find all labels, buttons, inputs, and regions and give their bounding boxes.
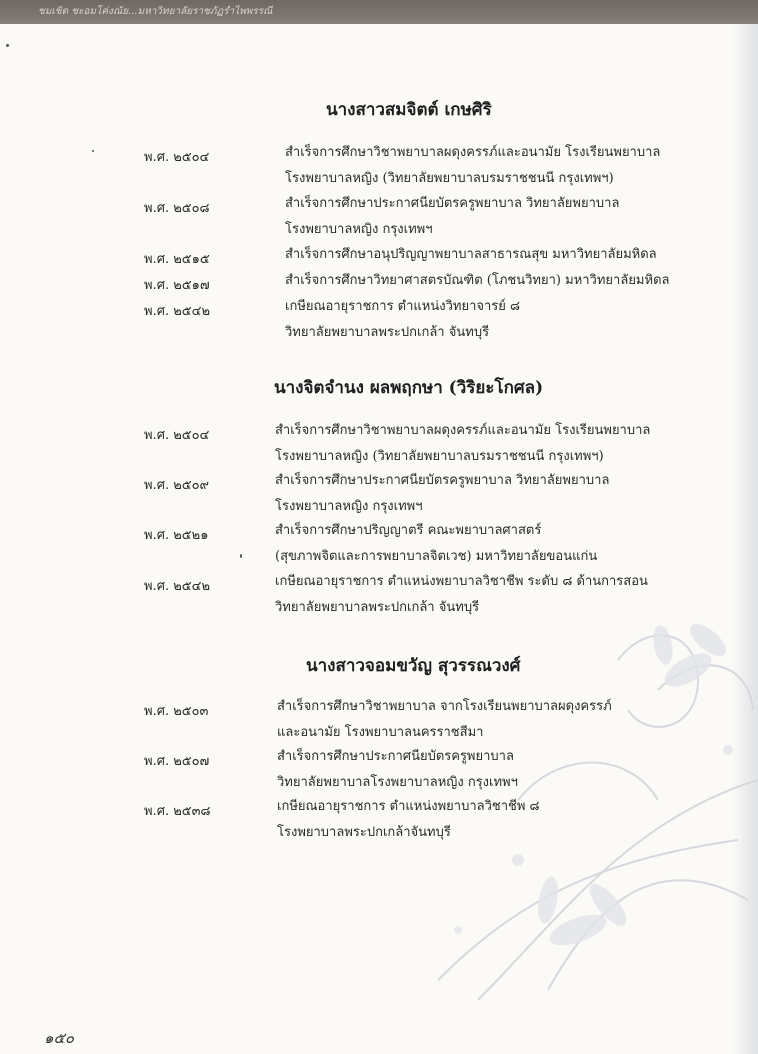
year-label: พ.ศ. ๒๕๐๓ [144,704,209,719]
year-label: พ.ศ. ๒๕๐๙ [144,478,210,493]
section-title-1: นางสาวสมจิตต์ เกษศิริ [326,100,492,120]
entry-description: เกษียณอายุราชการ ตำแหน่งพยาบาลวิชาชีพ ๘ โรงพยาบาลพระปกเกล้าจันทบุรี [277,799,540,840]
scan-speck [6,44,9,47]
entry-description: เกษียณอายุราชการ ตำแหน่งพยาบาลวิชาชีพ ระดับ ๘ ด้านการสอน วิทยาลัยพยาบาลพระปกเกล้า จันทบุรี [275,574,648,615]
year-label: พ.ศ. ๒๕๔๒ [144,304,211,319]
entry-description: เกษียณอายุราชการ ตำแหน่งวิทยาจารย์ ๘ วิทยาลัยพยาบาลพระปกเกล้า จันทบุรี [285,299,521,340]
scan-speck [240,554,242,558]
entry-description: สำเร็จการศึกษาวิชาพยาบาลผดุงครรภ์และอนามัย โรงเรียนพยาบาล โรงพยาบาลหญิง (วิทยาลัยพยาบาลบรมราชชนนี กรุงเทพฯ) [285,145,661,186]
year-label: พ.ศ. ๒๕๐๔ [144,150,210,165]
entry-description: สำเร็จการศึกษาประกาศนียบัตรครูพยาบาล วิทยาลัยพยาบาล โรงพยาบาลหญิง กรุงเทพฯ [285,196,620,237]
year-label: พ.ศ. ๒๕๑๕ [144,252,210,267]
year-label: พ.ศ. ๒๕๔๒ [144,579,211,594]
scan-speck [92,150,94,152]
year-label: พ.ศ. ๒๕๐๔ [144,428,210,443]
section-title-2: นางจิตจำนง ผลพฤกษา (วิริยะโกศล) [274,378,544,398]
entry-description: สำเร็จการศึกษาวิชาพยาบาลผดุงครรภ์และอนามัย โรงเรียนพยาบาล โรงพยาบาลหญิง (วิทยาลัยพยาบาลบรมราชชนนี กรุงเทพฯ) [275,423,651,464]
entry-description: สำเร็จการศึกษาวิทยาศาสตรบัณฑิต (โภชนวิทยา) มหาวิทยาลัยมหิดล [285,273,670,288]
year-label: พ.ศ. ๒๕๒๑ [144,528,209,543]
section-title-3: นางสาวจอมขวัญ สุวรรณวงศ์ [306,656,521,676]
entry-description: สำเร็จการศึกษาวิชาพยาบาล จากโรงเรียนพยาบาลผดุงครรภ์ และอนามัย โรงพยาบาลนครราชสีมา [277,699,612,740]
entry-description: สำเร็จการศึกษาปริญญาตรี คณะพยาบาลศาสตร์ (สุขภาพจิตและการพยาบาลจิตเวช) มหาวิทยาลัยขอนแก่น [275,523,598,564]
top-banner [0,0,758,24]
year-label: พ.ศ. ๒๕๐๗ [144,754,210,769]
running-header: ชมเชิด ชะอมโค่งณัย...มหาวิทยาลัยราชภัฏรำไพพรรณี [38,6,273,17]
entry-description: สำเร็จการศึกษาประกาศนียบัตรครูพยาบาล วิทยาลัยพยาบาล โรงพยาบาลหญิง กรุงเทพฯ [275,473,610,514]
entry-description: สำเร็จการศึกษาประกาศนียบัตรครูพยาบาล วิทยาลัยพยาบาลโรงพยาบาลหญิง กรุงเทพฯ [277,749,518,790]
page-number: ๑๕๐ [44,1029,75,1047]
year-label: พ.ศ. ๒๕๓๘ [144,804,211,819]
year-label: พ.ศ. ๒๕๑๗ [144,278,210,293]
entry-description: สำเร็จการศึกษาอนุปริญญาพยาบาลสาธารณสุข มหาวิทยาลัยมหิดล [285,247,657,262]
year-label: พ.ศ. ๒๕๐๘ [144,201,210,216]
